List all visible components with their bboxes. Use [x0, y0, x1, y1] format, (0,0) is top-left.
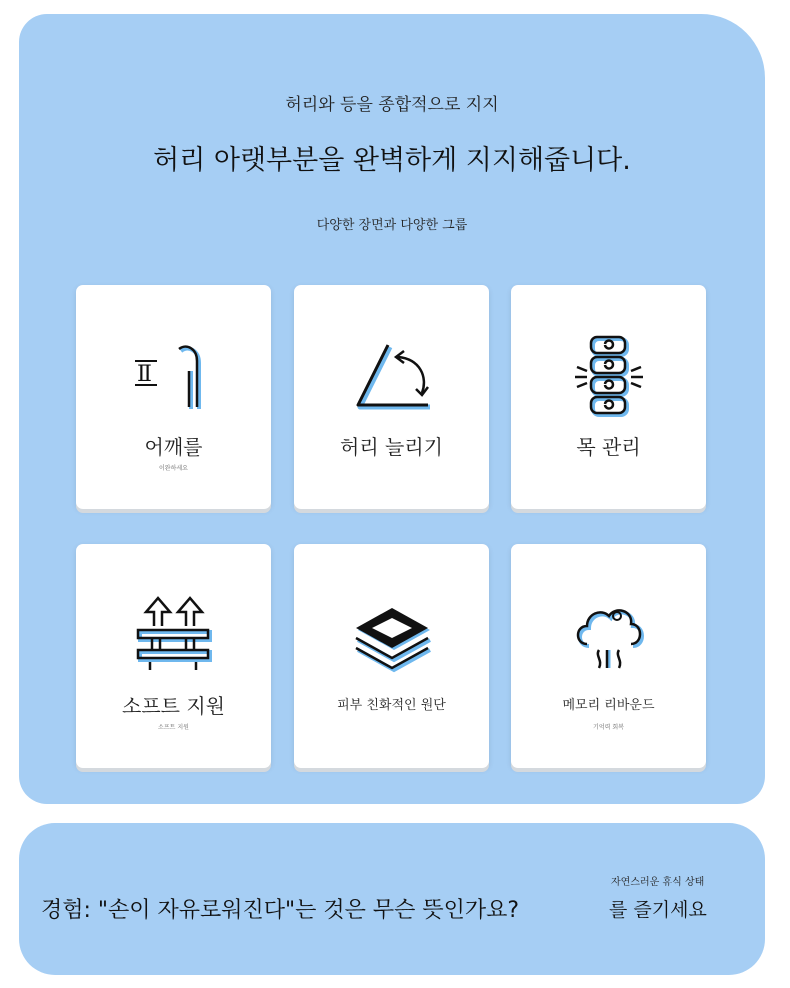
- section-subtitle: 허리와 등을 종합적으로 지지: [285, 95, 499, 115]
- vertebrae-icon: [511, 337, 706, 417]
- card-label: 메모리 리바운드: [562, 698, 655, 713]
- feature-card-fabric: [294, 544, 489, 768]
- card-caption: 소프트 지원: [158, 724, 189, 731]
- card-label: 소프트 지원: [122, 694, 225, 718]
- cloud-rebound-icon: [511, 596, 706, 676]
- spine-curve-icon: [76, 337, 271, 417]
- experience-panel: [19, 823, 765, 975]
- section-tagline: 다양한 장면과 다양한 그룹: [316, 218, 468, 233]
- feature-card-soft-support: [76, 544, 271, 768]
- card-caption: 이완하세요: [159, 465, 188, 472]
- card-label: 허리 늘리기: [340, 435, 443, 459]
- experience-question: 경험: "손이 자유로워진다"는 것은 무슨 뜻인가요?: [41, 898, 520, 923]
- feature-card-memory: [511, 544, 706, 768]
- feature-card-shoulder: [76, 285, 271, 509]
- card-label: 어깨를: [144, 435, 203, 459]
- card-label: 피부 친화적인 원단: [337, 698, 446, 713]
- svg-text:Ⅱ: Ⅱ: [136, 362, 152, 387]
- card-label: 목 관리: [576, 435, 641, 459]
- triangle-rotate-icon: [294, 337, 489, 417]
- section-headline: 허리 아랫부분을 완벽하게 지지해줍니다.: [153, 145, 631, 176]
- lift-support-icon: [76, 596, 271, 676]
- rest-state-note: 자연스러운 휴식 상태: [611, 877, 705, 888]
- enjoy-text: 를 즐기세요: [609, 899, 707, 921]
- layers-icon: [294, 596, 489, 676]
- card-caption: 기억력 회복: [593, 724, 624, 731]
- feature-card-waist: [294, 285, 489, 509]
- feature-card-neck: [511, 285, 706, 509]
